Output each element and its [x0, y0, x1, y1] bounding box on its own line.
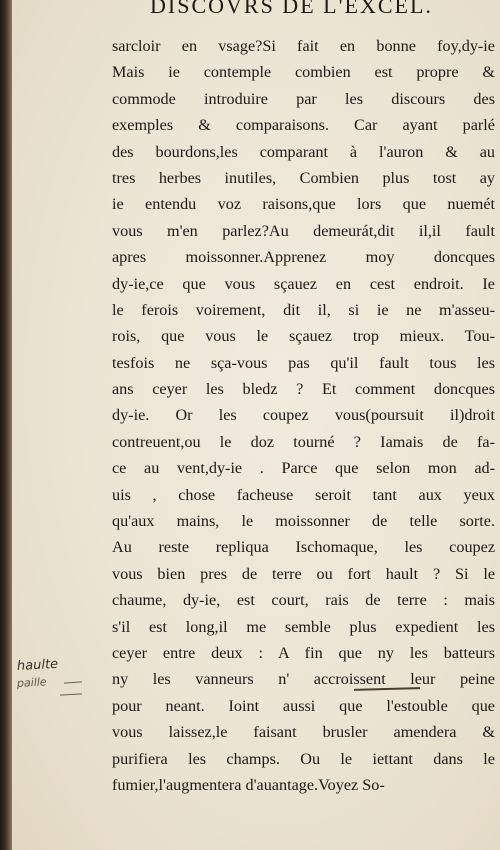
- text-line: chaume, dy-ie, est court, rais de terre : mais: [112, 591, 495, 610]
- text-line: fumier,l'augmentera d'auantage.Voyez So-: [112, 775, 385, 794]
- margin-note: haulte: [16, 656, 59, 674]
- book-gutter: [0, 0, 12, 850]
- text-line: vous m'en parlez?Au demeurát,dit il,il fault: [112, 221, 495, 240]
- text-line: ce au vent,dy-ie . Parce que selon mon ad-: [112, 459, 495, 478]
- body-text: [112, 33, 495, 798]
- text-line: s'il est long,il me semble plus expedient les: [112, 617, 495, 636]
- text-line: ny les vanneurs n' accroissent leur peine: [112, 670, 495, 689]
- text-line: sarcloir en vsage?Si fait en bonne foy,dy-ie: [112, 37, 495, 55]
- text-line: vous bien pres de terre ou fort hault ? Si le: [112, 564, 495, 583]
- text-line: dy-ie. Or les coupez vous(poursuit il)droit: [112, 406, 495, 425]
- text-line: apres moissonner.Apprenez moy doncques: [112, 248, 495, 267]
- text-line: exemples & comparaisons. Car ayant parlé: [112, 116, 495, 135]
- text-line: pour neant. Ioint aussi que l'estouble que: [112, 696, 495, 715]
- text-line: uis , chose facheuse seroit tant aux yeux: [112, 485, 495, 504]
- text-line: des bourdons,les comparant à l'auron & au: [112, 142, 495, 161]
- text-line: vous laissez,le faisant brusler amendera &: [112, 723, 495, 742]
- text-line: ie entendu voz raisons,que lors que nuemét: [112, 195, 495, 214]
- text-line: commode introduire par les discours des: [112, 89, 495, 108]
- text-line: ceyer entre deux : A fin que ny les batteurs: [112, 643, 495, 662]
- text-line: le ferois voirement, dit il, si ie ne m'asseu-: [112, 300, 495, 319]
- text-line: Au reste repliqua Ischomaque, les coupez: [112, 538, 495, 557]
- text-line: rois, que vous le sçauez trop mieux. Tou-: [112, 327, 495, 346]
- page: [12, 0, 500, 850]
- running-head: DISCOVRS DE L'EXCEL.: [150, 0, 433, 18]
- text-line: tesfois ne sça-vous pas qu'il fault tous les: [112, 353, 495, 372]
- margin-note: paille: [16, 675, 47, 690]
- text-line: tres herbes inutiles, Combien plus tost ay: [112, 168, 495, 187]
- text-line: dy-ie,ce que vous sçauez en cest endroit. Ie: [112, 274, 495, 293]
- text-line: contreuent,ou le doz tourné ? Iamais de fa-: [112, 432, 495, 451]
- text-line: ans ceyer les bledz ? Et comment doncques: [112, 380, 495, 399]
- text-line: qu'aux mains, le moissonner de telle sorte.: [112, 512, 495, 531]
- text-line: purifiera les champs. Ou le iettant dans le: [112, 749, 495, 768]
- margin-pen-stroke: [60, 693, 82, 695]
- text-line: Mais ie contemple combien est propre &: [112, 63, 495, 82]
